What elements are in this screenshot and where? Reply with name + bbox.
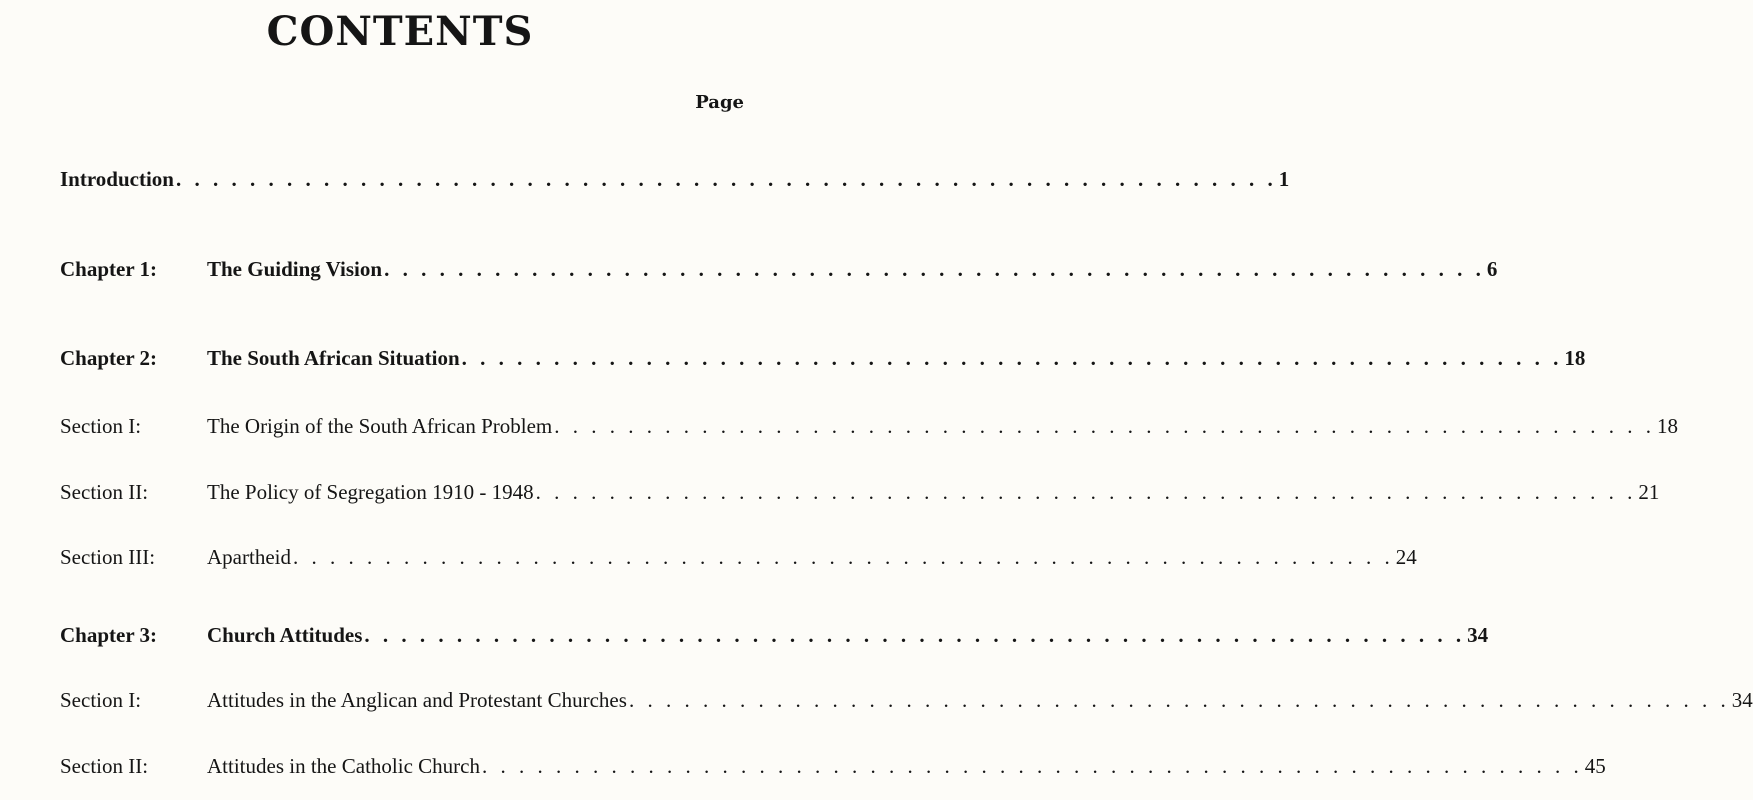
- toc-entry-title: Attitudes in the Anglican and Protestant Churches: [207, 688, 627, 712]
- toc-entry-title: The Policy of Segregation 1910 - 1948: [207, 480, 534, 504]
- page-column-header: Page: [695, 92, 744, 113]
- toc-entry-page: 34: [1467, 623, 1489, 647]
- toc-entry-section[interactable]: [60, 413, 1679, 439]
- toc-entry-label: Section I:: [60, 414, 142, 438]
- dot-leader: . . . . . . . . . . . . . . . . . . . . . . . . . . . . . . . . . . . . . . . . . . . . . . . . . . . . . . . . . . . .: [461, 346, 1563, 370]
- toc-entry-title: Church Attitudes: [207, 623, 363, 647]
- dot-leader: . . . . . . . . . . . . . . . . . . . . . . . . . . . . . . . . . . . . . . . . . . . . . . . . . . . . . . . . . . . .: [481, 754, 1583, 778]
- toc-entry-page: 21: [1638, 480, 1660, 504]
- toc-entry-page: 34: [1731, 688, 1753, 712]
- page-title: CONTENTS: [266, 8, 534, 55]
- toc-entry-section[interactable]: [60, 687, 1753, 713]
- toc-entry-page: 18: [1564, 346, 1586, 370]
- toc-entry-label: Section I:: [60, 688, 142, 712]
- toc-entry-label: Section III:: [60, 545, 156, 569]
- toc-entry-label: Section II:: [60, 754, 149, 778]
- toc-entry-page: 18: [1657, 414, 1679, 438]
- toc-entry-title: The Guiding Vision: [207, 257, 383, 281]
- toc-entry-label: Chapter 3:: [60, 623, 158, 647]
- toc-entry-section[interactable]: [60, 544, 1417, 570]
- toc-entry-chapter-3[interactable]: [60, 622, 1489, 648]
- toc-entry-title: Apartheid: [207, 545, 291, 569]
- toc-entry-page: 6: [1486, 257, 1498, 281]
- toc-entry-page: 45: [1584, 754, 1606, 778]
- dot-leader: . . . . . . . . . . . . . . . . . . . . . . . . . . . . . . . . . . . . . . . . . . . . . . . . . . . . . . . . . . . .: [364, 623, 1466, 647]
- toc-entry-page: 1: [1278, 167, 1290, 191]
- toc-entry-page: 24: [1395, 545, 1417, 569]
- toc-entry-introduction[interactable]: [60, 166, 1290, 192]
- toc-entry-label: Section II:: [60, 480, 149, 504]
- dot-leader: . . . . . . . . . . . . . . . . . . . . . . . . . . . . . . . . . . . . . . . . . . . . . . . . . . . . . . . . . . . .: [292, 545, 1394, 569]
- dot-leader: . . . . . . . . . . . . . . . . . . . . . . . . . . . . . . . . . . . . . . . . . . . . . . . . . . . . . . . . . . . .: [628, 688, 1730, 712]
- toc-entry-chapter-2[interactable]: [60, 345, 1586, 371]
- toc-entry-section[interactable]: [60, 753, 1606, 779]
- dot-leader: . . . . . . . . . . . . . . . . . . . . . . . . . . . . . . . . . . . . . . . . . . . . . . . . . . . . . . . . . . . .: [384, 257, 1485, 281]
- toc-entry-section[interactable]: [60, 479, 1660, 505]
- dot-leader: . . . . . . . . . . . . . . . . . . . . . . . . . . . . . . . . . . . . . . . . . . . . . . . . . . . . . . . . . . . .: [175, 167, 1277, 191]
- toc-entry-chapter-1[interactable]: [60, 256, 1498, 282]
- toc-entry-title: Attitudes in the Catholic Church: [207, 754, 480, 778]
- toc-entry-label: Chapter 2:: [60, 346, 158, 370]
- toc-entry-title: The South African Situation: [207, 346, 460, 370]
- toc-entry-label: Chapter 1:: [60, 257, 158, 281]
- toc-entry-title: The Origin of the South African Problem: [207, 414, 553, 438]
- dot-leader: . . . . . . . . . . . . . . . . . . . . . . . . . . . . . . . . . . . . . . . . . . . . . . . . . . . . . . . . . . . .: [535, 480, 1637, 504]
- toc-entry-title: Introduction: [60, 167, 174, 191]
- dot-leader: . . . . . . . . . . . . . . . . . . . . . . . . . . . . . . . . . . . . . . . . . . . . . . . . . . . . . . . . . . . .: [554, 414, 1656, 438]
